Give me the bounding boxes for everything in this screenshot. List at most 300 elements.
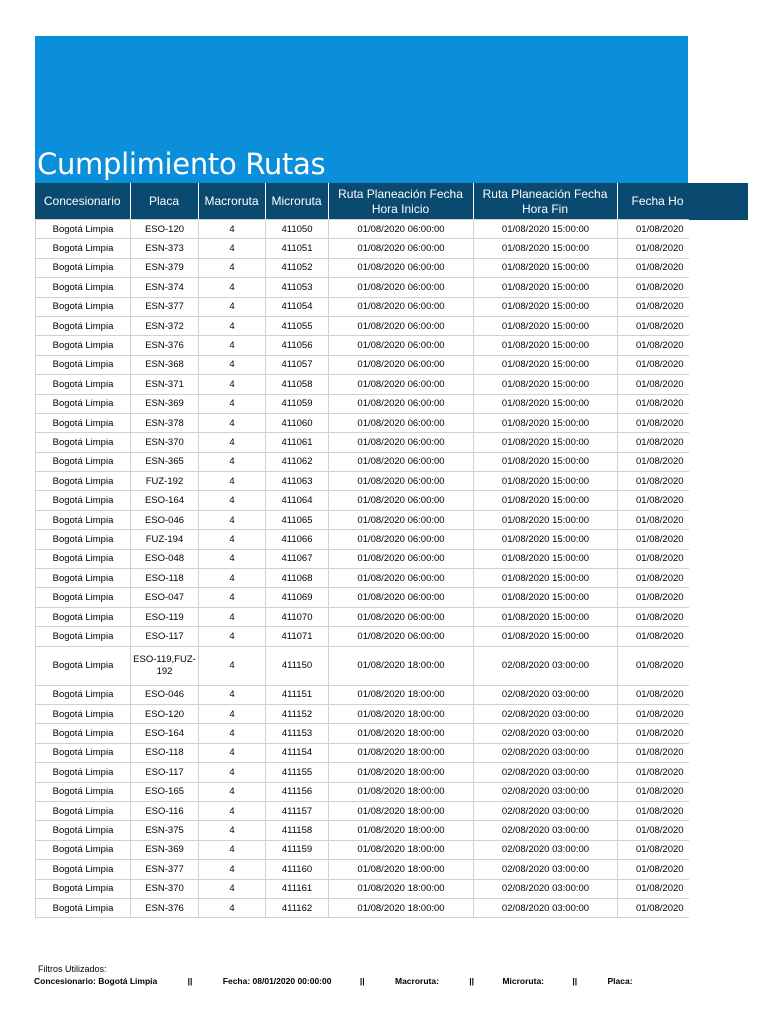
cell-placa: ESO-048: [131, 549, 199, 568]
cell-microruta: 411054: [266, 297, 329, 316]
cell-concesionario: Bogotá Limpia: [36, 607, 131, 626]
table-row: [36, 801, 690, 820]
cell-macroruta: 4: [199, 375, 266, 394]
cell-concesionario: Bogotá Limpia: [36, 685, 131, 704]
cell-placa: ESO-046: [131, 510, 199, 529]
cell-placa: ESO-117: [131, 627, 199, 646]
cell-macroruta: 4: [199, 879, 266, 898]
cell-placa: ESN-376: [131, 336, 199, 355]
cell-fecha-hora: 01/08/2020: [618, 549, 690, 568]
filters-footer: [34, 964, 734, 986]
cell-placa: ESN-377: [131, 860, 199, 879]
cell-placa: ESO-117: [131, 763, 199, 782]
cell-macroruta: 4: [199, 316, 266, 335]
table-row: [36, 491, 690, 510]
cell-concesionario: Bogotá Limpia: [36, 491, 131, 510]
cell-microruta: 411070: [266, 607, 329, 626]
cell-macroruta: 4: [199, 472, 266, 491]
cell-macroruta: 4: [199, 743, 266, 762]
cell-fecha-hora: 01/08/2020: [618, 297, 690, 316]
table-row: [36, 452, 690, 471]
cell-fecha-hora: 01/08/2020: [618, 278, 690, 297]
cell-concesionario: Bogotá Limpia: [36, 452, 131, 471]
column-header-planeacion-fin[interactable]: Ruta Planeación Fecha Hora Fin: [473, 183, 617, 220]
cell-planeacion-inicio: 01/08/2020 18:00:00: [329, 801, 474, 820]
cell-macroruta: 4: [199, 860, 266, 879]
cell-concesionario: Bogotá Limpia: [36, 549, 131, 568]
cell-placa: ESN-370: [131, 879, 199, 898]
cell-microruta: 411152: [266, 704, 329, 723]
cell-planeacion-fin: 02/08/2020 03:00:00: [474, 801, 618, 820]
cell-concesionario: Bogotá Limpia: [36, 297, 131, 316]
cell-microruta: 411161: [266, 879, 329, 898]
cell-placa: FUZ-192: [131, 472, 199, 491]
cell-concesionario: Bogotá Limpia: [36, 510, 131, 529]
cell-microruta: 411062: [266, 452, 329, 471]
cell-microruta: 411066: [266, 530, 329, 549]
filter-separator: ||: [469, 976, 475, 986]
cell-microruta: 411059: [266, 394, 329, 413]
cell-concesionario: Bogotá Limpia: [36, 860, 131, 879]
header-row: [35, 183, 748, 220]
cell-planeacion-fin: 01/08/2020 15:00:00: [474, 413, 618, 432]
cell-planeacion-fin: 02/08/2020 03:00:00: [474, 763, 618, 782]
cell-macroruta: 4: [199, 840, 266, 859]
cell-planeacion-inicio: 01/08/2020 18:00:00: [329, 879, 474, 898]
cell-planeacion-inicio: 01/08/2020 06:00:00: [329, 220, 474, 239]
cell-planeacion-inicio: 01/08/2020 06:00:00: [329, 588, 474, 607]
table-body-region: [35, 219, 689, 921]
cell-fecha-hora: 01/08/2020: [618, 898, 690, 917]
cell-planeacion-inicio: 01/08/2020 06:00:00: [329, 355, 474, 374]
cell-microruta: 411155: [266, 763, 329, 782]
cell-microruta: 411160: [266, 860, 329, 879]
table-row: [36, 278, 690, 297]
cell-planeacion-inicio: 01/08/2020 18:00:00: [329, 840, 474, 859]
cell-placa: ESN-375: [131, 821, 199, 840]
cell-fecha-hora: 01/08/2020: [618, 433, 690, 452]
cell-planeacion-inicio: 01/08/2020 18:00:00: [329, 704, 474, 723]
cell-macroruta: 4: [199, 491, 266, 510]
cell-planeacion-inicio: 01/08/2020 06:00:00: [329, 472, 474, 491]
cell-placa: ESO-118: [131, 569, 199, 588]
cell-planeacion-fin: 01/08/2020 15:00:00: [474, 510, 618, 529]
cell-macroruta: 4: [199, 588, 266, 607]
cell-planeacion-inicio: 01/08/2020 06:00:00: [329, 278, 474, 297]
cell-placa: ESO-119,FUZ-192: [131, 646, 199, 685]
cell-microruta: 411056: [266, 336, 329, 355]
cell-microruta: 411053: [266, 278, 329, 297]
cell-planeacion-inicio: 01/08/2020 06:00:00: [329, 530, 474, 549]
table-row: [36, 297, 690, 316]
cell-macroruta: 4: [199, 782, 266, 801]
cell-planeacion-inicio: 01/08/2020 06:00:00: [329, 375, 474, 394]
cell-fecha-hora: 01/08/2020: [618, 375, 690, 394]
cell-placa: ESN-369: [131, 394, 199, 413]
cell-concesionario: Bogotá Limpia: [36, 840, 131, 859]
cell-microruta: 411068: [266, 569, 329, 588]
cell-placa: FUZ-194: [131, 530, 199, 549]
table-row: [36, 433, 690, 452]
table-row: [36, 549, 690, 568]
filter-placa: Placa:: [607, 976, 633, 986]
cell-planeacion-inicio: 01/08/2020 18:00:00: [329, 763, 474, 782]
cell-placa: ESO-120: [131, 704, 199, 723]
cell-planeacion-fin: 02/08/2020 03:00:00: [474, 646, 618, 685]
cell-planeacion-inicio: 01/08/2020 06:00:00: [329, 239, 474, 258]
filter-separator: ||: [572, 976, 578, 986]
cell-microruta: 411158: [266, 821, 329, 840]
cell-placa: ESN-374: [131, 278, 199, 297]
filter-fecha: Fecha: 08/01/2020 00:00:00: [222, 976, 332, 986]
table-row: [36, 763, 690, 782]
cell-microruta: 411153: [266, 724, 329, 743]
cell-concesionario: Bogotá Limpia: [36, 355, 131, 374]
cell-concesionario: Bogotá Limpia: [36, 801, 131, 820]
cell-placa: ESN-378: [131, 413, 199, 432]
cell-microruta: 411058: [266, 375, 329, 394]
filter-macroruta: Macroruta:: [394, 976, 439, 986]
cell-macroruta: 4: [199, 258, 266, 277]
cell-placa: ESO-164: [131, 724, 199, 743]
cell-macroruta: 4: [199, 627, 266, 646]
cell-microruta: 411162: [266, 898, 329, 917]
cell-fecha-hora: 01/08/2020: [618, 220, 690, 239]
column-header-fecha-hora[interactable]: Fecha Ho: [617, 183, 748, 220]
cell-placa: ESO-165: [131, 782, 199, 801]
cell-concesionario: Bogotá Limpia: [36, 588, 131, 607]
cell-placa: ESN-373: [131, 239, 199, 258]
cell-planeacion-fin: 02/08/2020 03:00:00: [474, 879, 618, 898]
cell-planeacion-inicio: 01/08/2020 06:00:00: [329, 297, 474, 316]
cell-planeacion-fin: 01/08/2020 15:00:00: [474, 588, 618, 607]
cell-microruta: 411057: [266, 355, 329, 374]
cell-concesionario: Bogotá Limpia: [36, 569, 131, 588]
cell-concesionario: Bogotá Limpia: [36, 413, 131, 432]
cell-concesionario: Bogotá Limpia: [36, 782, 131, 801]
cell-macroruta: 4: [199, 724, 266, 743]
table-row: [36, 627, 690, 646]
cell-planeacion-fin: 01/08/2020 15:00:00: [474, 530, 618, 549]
cell-macroruta: 4: [199, 530, 266, 549]
cell-planeacion-inicio: 01/08/2020 06:00:00: [329, 510, 474, 529]
cell-macroruta: 4: [199, 278, 266, 297]
table-row: [36, 840, 690, 859]
filter-separator: ||: [359, 976, 365, 986]
table-row: [36, 898, 690, 917]
cell-placa: ESN-371: [131, 375, 199, 394]
cell-microruta: 411050: [266, 220, 329, 239]
cell-macroruta: 4: [199, 239, 266, 258]
cell-fecha-hora: 01/08/2020: [618, 472, 690, 491]
cell-microruta: 411156: [266, 782, 329, 801]
cell-planeacion-inicio: 01/08/2020 06:00:00: [329, 607, 474, 626]
table-row: [36, 472, 690, 491]
cell-macroruta: 4: [199, 413, 266, 432]
cell-planeacion-inicio: 01/08/2020 06:00:00: [329, 433, 474, 452]
cell-fecha-hora: 01/08/2020: [618, 588, 690, 607]
table-row: [36, 510, 690, 529]
cell-fecha-hora: 01/08/2020: [618, 258, 690, 277]
cell-microruta: 411060: [266, 413, 329, 432]
cell-concesionario: Bogotá Limpia: [36, 743, 131, 762]
column-header-planeacion-inicio[interactable]: Ruta Planeación Fecha Hora Inicio: [328, 183, 473, 220]
cell-concesionario: Bogotá Limpia: [36, 627, 131, 646]
cell-planeacion-inicio: 01/08/2020 18:00:00: [329, 646, 474, 685]
cell-macroruta: 4: [199, 297, 266, 316]
cell-microruta: 411055: [266, 316, 329, 335]
cell-placa: ESO-120: [131, 220, 199, 239]
cell-planeacion-inicio: 01/08/2020 18:00:00: [329, 724, 474, 743]
cell-microruta: 411065: [266, 510, 329, 529]
cell-planeacion-inicio: 01/08/2020 18:00:00: [329, 898, 474, 917]
cell-planeacion-fin: 01/08/2020 15:00:00: [474, 433, 618, 452]
cell-placa: ESN-365: [131, 452, 199, 471]
cell-planeacion-fin: 01/08/2020 15:00:00: [474, 258, 618, 277]
cell-fecha-hora: 01/08/2020: [618, 569, 690, 588]
cell-planeacion-inicio: 01/08/2020 18:00:00: [329, 782, 474, 801]
column-header-microruta[interactable]: Microruta: [265, 183, 328, 220]
cell-macroruta: 4: [199, 898, 266, 917]
cell-fecha-hora: 01/08/2020: [618, 394, 690, 413]
table-row: [36, 607, 690, 626]
table-row: [36, 394, 690, 413]
cell-planeacion-inicio: 01/08/2020 18:00:00: [329, 685, 474, 704]
table-row: [36, 704, 690, 723]
cell-planeacion-fin: 01/08/2020 15:00:00: [474, 549, 618, 568]
table-row: [36, 860, 690, 879]
cell-planeacion-inicio: 01/08/2020 06:00:00: [329, 258, 474, 277]
cell-fecha-hora: 01/08/2020: [618, 879, 690, 898]
table-row: [36, 821, 690, 840]
table-row: [36, 724, 690, 743]
filter-microruta: Microruta:: [502, 976, 544, 986]
cell-macroruta: 4: [199, 355, 266, 374]
cell-planeacion-fin: 01/08/2020 15:00:00: [474, 394, 618, 413]
cell-placa: ESO-164: [131, 491, 199, 510]
cell-planeacion-fin: 01/08/2020 15:00:00: [474, 297, 618, 316]
cell-fecha-hora: 01/08/2020: [618, 763, 690, 782]
cell-planeacion-fin: 02/08/2020 03:00:00: [474, 898, 618, 917]
cell-planeacion-fin: 02/08/2020 03:00:00: [474, 704, 618, 723]
cell-concesionario: Bogotá Limpia: [36, 724, 131, 743]
cell-microruta: 411067: [266, 549, 329, 568]
column-header-concesionario[interactable]: Concesionario: [35, 183, 130, 220]
cell-microruta: 411061: [266, 433, 329, 452]
cell-planeacion-fin: 01/08/2020 15:00:00: [474, 452, 618, 471]
cell-concesionario: Bogotá Limpia: [36, 278, 131, 297]
cell-fecha-hora: 01/08/2020: [618, 782, 690, 801]
table-row: [36, 646, 690, 685]
table-row: [36, 258, 690, 277]
cell-planeacion-fin: 02/08/2020 03:00:00: [474, 685, 618, 704]
cell-planeacion-fin: 01/08/2020 15:00:00: [474, 607, 618, 626]
cell-fecha-hora: 01/08/2020: [618, 336, 690, 355]
column-header-placa[interactable]: Placa: [130, 183, 198, 220]
cell-planeacion-fin: 02/08/2020 03:00:00: [474, 724, 618, 743]
cell-microruta: 411069: [266, 588, 329, 607]
cell-planeacion-inicio: 01/08/2020 06:00:00: [329, 549, 474, 568]
cell-concesionario: Bogotá Limpia: [36, 898, 131, 917]
header-table: [35, 183, 748, 220]
cell-placa: ESN-372: [131, 316, 199, 335]
cell-microruta: 411151: [266, 685, 329, 704]
cell-placa: ESN-379: [131, 258, 199, 277]
cell-planeacion-inicio: 01/08/2020 06:00:00: [329, 394, 474, 413]
cell-macroruta: 4: [199, 704, 266, 723]
cell-planeacion-inicio: 01/08/2020 06:00:00: [329, 336, 474, 355]
cell-fecha-hora: 01/08/2020: [618, 355, 690, 374]
cell-placa: ESO-119: [131, 607, 199, 626]
cell-planeacion-fin: 02/08/2020 03:00:00: [474, 860, 618, 879]
cell-concesionario: Bogotá Limpia: [36, 375, 131, 394]
filter-separator: ||: [187, 976, 193, 986]
cell-planeacion-fin: 01/08/2020 15:00:00: [474, 278, 618, 297]
table-row: [36, 355, 690, 374]
cell-planeacion-fin: 01/08/2020 15:00:00: [474, 491, 618, 510]
column-header-macroruta[interactable]: Macroruta: [198, 183, 265, 220]
cell-macroruta: 4: [199, 510, 266, 529]
cell-fecha-hora: 01/08/2020: [618, 316, 690, 335]
cell-concesionario: Bogotá Limpia: [36, 763, 131, 782]
table-row: [36, 375, 690, 394]
routes-table: [35, 219, 689, 918]
table-row: [36, 588, 690, 607]
cell-macroruta: 4: [199, 336, 266, 355]
cell-concesionario: Bogotá Limpia: [36, 336, 131, 355]
cell-macroruta: 4: [199, 607, 266, 626]
cell-fecha-hora: 01/08/2020: [618, 840, 690, 859]
cell-planeacion-fin: 01/08/2020 15:00:00: [474, 239, 618, 258]
page-title: Cumplimiento Rutas: [37, 147, 326, 181]
table-row: [36, 220, 690, 239]
table-row: [36, 743, 690, 762]
cell-fecha-hora: 01/08/2020: [618, 724, 690, 743]
cell-concesionario: Bogotá Limpia: [36, 239, 131, 258]
cell-fecha-hora: 01/08/2020: [618, 452, 690, 471]
cell-planeacion-inicio: 01/08/2020 06:00:00: [329, 491, 474, 510]
cell-fecha-hora: 01/08/2020: [618, 685, 690, 704]
cell-placa: ESN-370: [131, 433, 199, 452]
cell-macroruta: 4: [199, 801, 266, 820]
cell-placa: ESN-376: [131, 898, 199, 917]
cell-concesionario: Bogotá Limpia: [36, 472, 131, 491]
table-row: [36, 336, 690, 355]
cell-fecha-hora: 01/08/2020: [618, 821, 690, 840]
cell-planeacion-fin: 01/08/2020 15:00:00: [474, 336, 618, 355]
cell-fecha-hora: 01/08/2020: [618, 860, 690, 879]
cell-macroruta: 4: [199, 763, 266, 782]
cell-fecha-hora: 01/08/2020: [618, 413, 690, 432]
table-row: [36, 239, 690, 258]
cell-macroruta: 4: [199, 549, 266, 568]
table-row: [36, 879, 690, 898]
table-row: [36, 685, 690, 704]
cell-macroruta: 4: [199, 646, 266, 685]
table-row: [36, 569, 690, 588]
cell-placa: ESO-116: [131, 801, 199, 820]
cell-microruta: 411051: [266, 239, 329, 258]
cell-microruta: 411159: [266, 840, 329, 859]
cell-macroruta: 4: [199, 685, 266, 704]
cell-placa: ESN-369: [131, 840, 199, 859]
cell-concesionario: Bogotá Limpia: [36, 258, 131, 277]
cell-macroruta: 4: [199, 569, 266, 588]
cell-macroruta: 4: [199, 220, 266, 239]
cell-concesionario: Bogotá Limpia: [36, 879, 131, 898]
cell-concesionario: Bogotá Limpia: [36, 530, 131, 549]
cell-fecha-hora: 01/08/2020: [618, 510, 690, 529]
cell-placa: ESN-368: [131, 355, 199, 374]
cell-fecha-hora: 01/08/2020: [618, 530, 690, 549]
table-row: [36, 782, 690, 801]
cell-fecha-hora: 01/08/2020: [618, 743, 690, 762]
cell-planeacion-fin: 02/08/2020 03:00:00: [474, 743, 618, 762]
cell-planeacion-fin: 01/08/2020 15:00:00: [474, 316, 618, 335]
cell-microruta: 411052: [266, 258, 329, 277]
cell-fecha-hora: 01/08/2020: [618, 801, 690, 820]
cell-planeacion-fin: 01/08/2020 15:00:00: [474, 220, 618, 239]
filter-concesionario: Concesionario: Bogotá Limpia: [34, 976, 158, 986]
cell-planeacion-fin: 02/08/2020 03:00:00: [474, 821, 618, 840]
cell-fecha-hora: 01/08/2020: [618, 491, 690, 510]
cell-macroruta: 4: [199, 394, 266, 413]
cell-planeacion-fin: 02/08/2020 03:00:00: [474, 782, 618, 801]
cell-planeacion-inicio: 01/08/2020 18:00:00: [329, 743, 474, 762]
cell-planeacion-inicio: 01/08/2020 06:00:00: [329, 316, 474, 335]
cell-placa: ESO-118: [131, 743, 199, 762]
cell-microruta: 411150: [266, 646, 329, 685]
cell-concesionario: Bogotá Limpia: [36, 220, 131, 239]
cell-planeacion-inicio: 01/08/2020 18:00:00: [329, 860, 474, 879]
cell-concesionario: Bogotá Limpia: [36, 646, 131, 685]
cell-planeacion-inicio: 01/08/2020 06:00:00: [329, 569, 474, 588]
cell-placa: ESO-046: [131, 685, 199, 704]
cell-microruta: 411063: [266, 472, 329, 491]
cell-planeacion-inicio: 01/08/2020 06:00:00: [329, 452, 474, 471]
cell-placa: ESN-377: [131, 297, 199, 316]
cell-placa: ESO-047: [131, 588, 199, 607]
cell-microruta: 411154: [266, 743, 329, 762]
cell-macroruta: 4: [199, 821, 266, 840]
cell-planeacion-fin: 01/08/2020 15:00:00: [474, 627, 618, 646]
cell-planeacion-fin: 01/08/2020 15:00:00: [474, 569, 618, 588]
cell-concesionario: Bogotá Limpia: [36, 821, 131, 840]
cell-concesionario: Bogotá Limpia: [36, 704, 131, 723]
table-body: [36, 220, 690, 918]
cell-planeacion-fin: 02/08/2020 03:00:00: [474, 840, 618, 859]
cell-planeacion-inicio: 01/08/2020 18:00:00: [329, 821, 474, 840]
cell-planeacion-fin: 01/08/2020 15:00:00: [474, 375, 618, 394]
cell-microruta: 411064: [266, 491, 329, 510]
cell-planeacion-inicio: 01/08/2020 06:00:00: [329, 627, 474, 646]
cell-concesionario: Bogotá Limpia: [36, 394, 131, 413]
cell-fecha-hora: 01/08/2020: [618, 646, 690, 685]
cell-planeacion-inicio: 01/08/2020 06:00:00: [329, 413, 474, 432]
table-row: [36, 316, 690, 335]
cell-macroruta: 4: [199, 433, 266, 452]
report-header-banner: [35, 36, 688, 183]
table-row: [36, 530, 690, 549]
cell-fecha-hora: 01/08/2020: [618, 627, 690, 646]
cell-concesionario: Bogotá Limpia: [36, 316, 131, 335]
cell-microruta: 411071: [266, 627, 329, 646]
cell-concesionario: Bogotá Limpia: [36, 433, 131, 452]
cell-fecha-hora: 01/08/2020: [618, 704, 690, 723]
cell-planeacion-fin: 01/08/2020 15:00:00: [474, 472, 618, 491]
filters-heading: Filtros Utilizados:: [38, 964, 107, 974]
cell-fecha-hora: 01/08/2020: [618, 239, 690, 258]
